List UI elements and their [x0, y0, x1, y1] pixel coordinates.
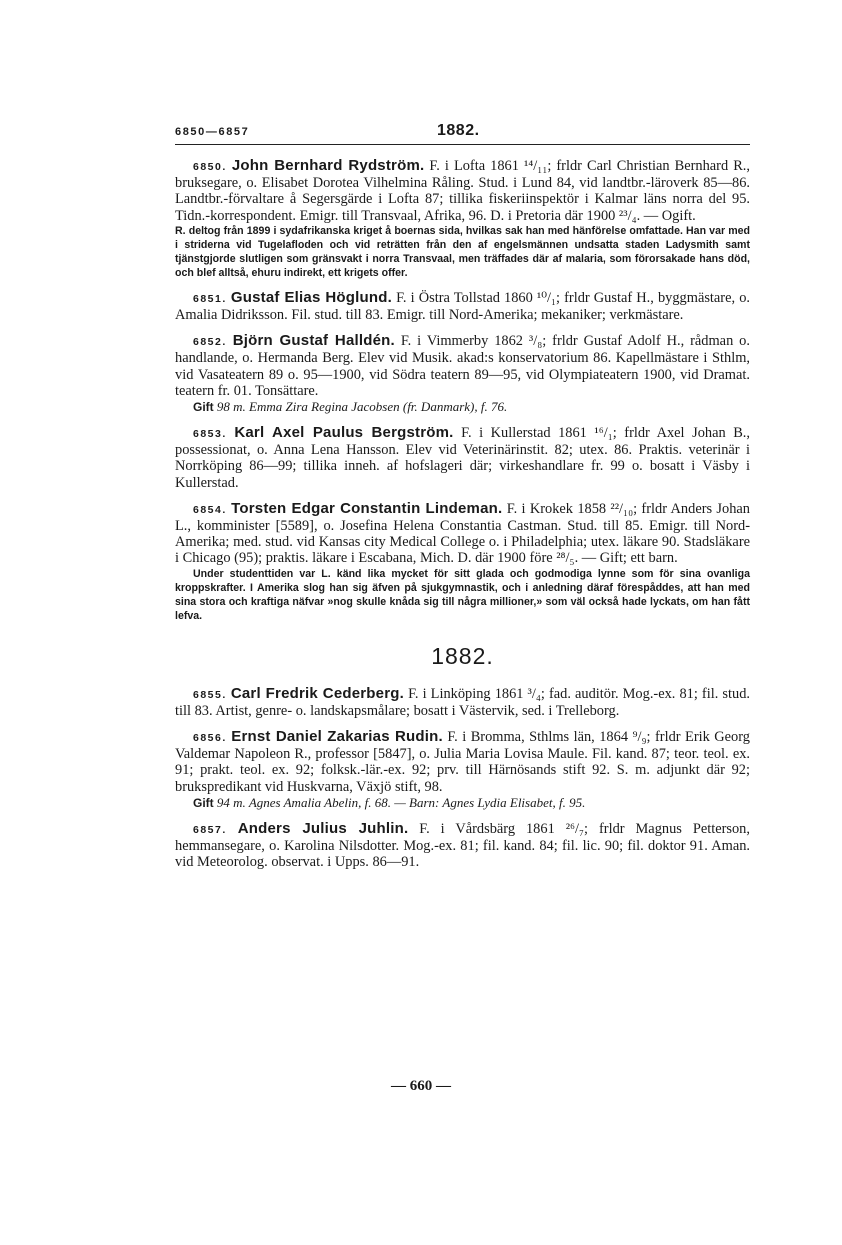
entry-number: 6855. — [193, 688, 227, 701]
entry-6852 — [175, 333, 750, 415]
entry-text: F. i Vårdsbärg 1861 ²⁶/₇; frldr Magnus Petterson, hemmansegare, o. Karolina Nilsdotter. Mog.-ex. 81; fil. kand. 84; fil. lic. 90; fil. doktor 91. Aman. vid Meteorolog. observat. i Upps. 86—91. — [175, 820, 750, 871]
gift-text: 98 m. Emma Zira Regina Jacobsen (fr. Danmark), f. 76. — [216, 399, 508, 415]
entry-range: 6850—6857 — [175, 126, 250, 138]
entry-text: F. i Lofta 1861 ¹⁴/₁₁; frldr Carl Christian Bernhard R., bruksegare, o. Elisabet Dorotea Vilhelmina Råling. Stud. i Lund 84, vid landtbr.-läroverk 85—86. Landtbr.-förvaltare å Segersgärde i Lofta 87; tillika fiskeriinspektör i Kalmar läns norra del 95. Tidn.-korrespondent. Emigr. till Transvaal, Afrika, 96. D. i Pretoria där 1900 ²³/₄. — Ogift. — [175, 158, 750, 224]
entry-name: Björn Gustaf Halldén. — [232, 332, 395, 350]
entry-gift — [193, 795, 750, 811]
section-year-heading: 1882. — [431, 642, 494, 669]
page-content — [175, 158, 750, 870]
entry-name: Anders Julius Juhlin. — [237, 819, 409, 837]
entry-6857 — [175, 821, 750, 871]
entry-6856 — [175, 729, 750, 811]
entry-text: F. i Krokek 1858 ²²/₁₀; frldr Anders Johan L., komminister [5589], o. Josefina Helena Constantia Castman. Stud. till 85. Emigr. till Nord-Amerika; med. stud. vid Kansas city Medical College o. i Philadelphia; utex. läkare 90. Stadsläkare i Chicago (95); praktis. läkare i Escabana, Mich. D. där 1900 före ²⁸/₅. — Gift; ett barn. — [175, 500, 750, 567]
entry-name: John Bernhard Rydström. — [231, 157, 425, 174]
entry-note: Under studenttiden var L. känd lika mycket för sitt glada och godmodiga lynne som för sina ovanliga kroppskrafter. I Amerika slog han sig äfven på sjukgymnastik, och i anledning däraf förespåddes, att han med sina stora och kraftiga näfvar »nog skulle knåda sig till några millioner,» som väl också hade lyckats, om han fått lefva. — [175, 567, 750, 622]
page-number: — 660 — — [391, 1078, 451, 1094]
entry-number: 6850. — [193, 161, 227, 173]
entry-6855 — [175, 686, 750, 719]
entry-text: F. i Vimmerby 1862 ³/₈; frldr Gustaf Adolf H., rådman o. handlande, o. Hermanda Berg. Elev vid Musik. akad:s konservatorium 86. Kapellmästare i Sthlm, vid Vasateatern 89 o. 95—1900, vid Södra teatern 89—95, vid Olympiateatern 1900, vid Dramat. teatern fr. 01. Tonsättare. — [175, 333, 750, 399]
header-year: 1882. — [437, 122, 480, 139]
entry-6851 — [175, 290, 750, 323]
entry-number: 6854. — [193, 503, 227, 516]
entry-number: 6851. — [193, 292, 227, 305]
entry-number: 6856. — [193, 732, 227, 745]
entry-6853 — [175, 425, 750, 491]
entry-number: 6852. — [193, 336, 227, 349]
entry-name: Torsten Edgar Constantin Lindeman. — [231, 499, 503, 517]
entry-note: R. deltog från 1899 i sydafrikanska kriget å boernas sida, hvilkas sak han med hänförelse omfattade. Han var med i striderna vid Tugelafloden och vid reträtten från den af engelsmännen undsatta staden Ladysmith samt tjänstgjorde slutligen som gränsvakt i norra Transvaal, men träffades där af malaria, som förorsakade hans död, och blef alltså, ehuru indirekt, ett krigets offer. — [175, 224, 750, 279]
running-header — [175, 120, 750, 145]
entry-name: Ernst Daniel Zakarias Rudin. — [231, 728, 443, 746]
entry-name: Gustaf Elias Höglund. — [230, 288, 392, 306]
entry-name: Karl Axel Paulus Bergström. — [234, 424, 454, 442]
entry-number: 6853. — [193, 428, 227, 441]
entry-number: 6857. — [193, 823, 227, 836]
gift-label: Gift — [193, 400, 214, 415]
gift-label: Gift — [193, 795, 214, 810]
entry-text: F. i Bromma, Sthlms län, 1864 ⁹/₉; frldr Erik Georg Valdemar Napoleon R., professor [5847], o. Julia Maria Lovisa Maule. Fil. kand. 87; teor. teol. ex. 91; prakt. teol. ex. 92; folksk.-lär.-ex. 92; prv. till Härnösands stift 92. S. m. adjunkt där 92; brukspredikant vid Huskvarna, Växjö stift, 98. — [175, 729, 750, 795]
entry-gift — [193, 399, 750, 415]
entry-name: Carl Fredrik Cederberg. — [230, 684, 404, 702]
entry-6854 — [175, 501, 750, 623]
gift-text: 94 m. Agnes Amalia Abelin, f. 68. — Barn: Agnes Lydia Elisabet, f. 95. — [216, 794, 586, 810]
entry-6850 — [175, 158, 750, 280]
entry-text: F. i Östra Tollstad 1860 ¹⁰/₁; frldr Gustaf H., byggmästare, o. Amalia Didriksson. Fil. stud. till 83. Emigr. till Nord-Amerika; mekaniker; verkmästare. — [175, 289, 750, 324]
entry-text: F. i Linköping 1861 ³/₄; fad. auditör. Mog.-ex. 81; fil. stud. till 83. Artist, genre- o. landskapsmålare; bosatt i Västervik, sed. i Trelleborg. — [175, 685, 750, 719]
entry-text: F. i Kullerstad 1861 ¹⁶/₁; frldr Axel Johan B., possessionat, o. Anna Lena Hansson. Elev vid Veterinärinstit. 82; utex. 86. Praktis. veterinär i Norrköping 86—99; tillika inneh. af hofslageri där; virkeshandlare fr. 99 o. bosatt i Väsby i Kullerstad. — [175, 425, 750, 491]
